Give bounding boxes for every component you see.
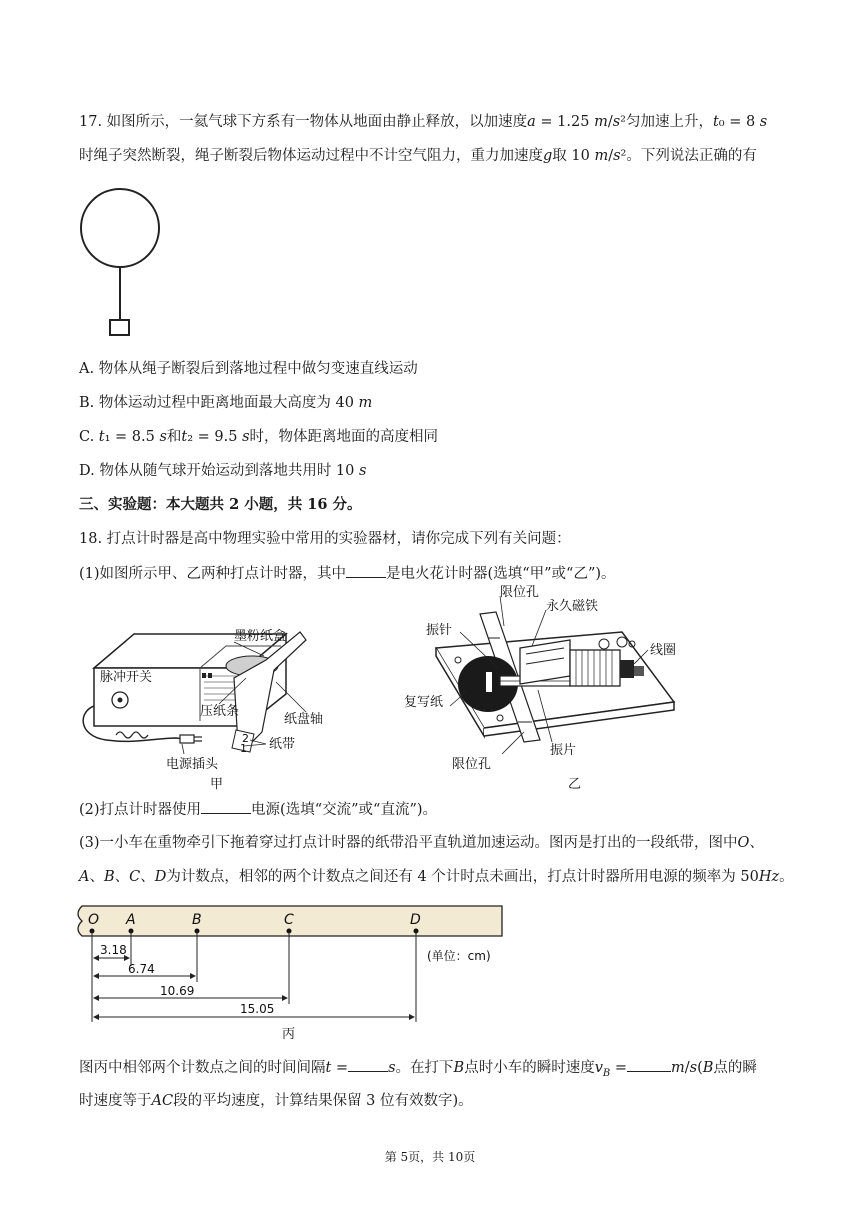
q18-part3-question: 图丙中相邻两个计数点之间的时间间隔𝑡 = 𝑠。在打下𝐵点时小车的瞬时速度𝑣$_𝐵$ = 𝑚/𝑠(𝐵点的瞬 xyxy=(79,1057,757,1084)
q18-part3-line1: (3)一小车在重物牵引下拖着穿过打点计时器的纸带沿平直轨道加速运动。图丙是打出的一段纸带，图中𝑂、 xyxy=(79,835,764,851)
power-plug xyxy=(180,735,194,743)
caption-jia: 甲 xyxy=(210,777,224,792)
q17-option-c: C. 𝑡₁ = 8.5 𝑠和𝑡₂ = 9.5 𝑠时，物体距离地面的高度相同 xyxy=(79,429,439,445)
label-power-plug: 电源插头 xyxy=(166,757,219,772)
strip-number-2: 2 xyxy=(242,732,249,745)
paper-tape-figure xyxy=(72,900,512,1044)
svg-text:A: A xyxy=(126,912,136,928)
label-limit-hole-top: 限位孔 xyxy=(500,585,540,600)
q17-option-d: D. 物体从随气球开始运动到落地共用时 10 𝑠 xyxy=(79,463,367,479)
label-vibrating-plate: 振片 xyxy=(550,743,577,758)
coil xyxy=(570,650,620,686)
label-press-strip: 压纸条 xyxy=(200,704,240,719)
q18-intro: 18. 打点计时器是高中物理实验中常用的实验器材，请你完成下列有关问题： xyxy=(79,531,571,547)
q18-part1: (1)如图所示甲、乙两种打点计时器，其中 是电火花计时器(选填“甲”或“乙”)。 xyxy=(79,563,616,584)
svg-text:C: C xyxy=(284,912,294,928)
label-ink-box: 墨粉纸盒 xyxy=(234,629,287,644)
q18-part2: (2)打点计时器使用 电源(选填“交流”或“直流”)。 xyxy=(79,799,437,820)
distance-od: 15.05 xyxy=(240,1002,275,1016)
caption-bing: 丙 xyxy=(282,1027,296,1042)
page-footer: 第 5页，共 10页 xyxy=(384,1150,476,1164)
label-limit-hole-bottom: 限位孔 xyxy=(452,757,492,772)
label-paper-tape: 纸带 xyxy=(269,737,296,752)
answer-blank-4[interactable] xyxy=(627,1057,671,1072)
q18-part3-note: 时速度等于𝐴𝐶段的平均速度，计算结果保留 3 位有效数字)。 xyxy=(79,1093,473,1109)
label-coil: 线圈 xyxy=(650,643,677,658)
svg-text:D: D xyxy=(410,912,421,928)
label-carbon-paper: 复写纸 xyxy=(404,695,444,710)
distance-oc: 10.69 xyxy=(160,984,195,998)
q17-option-b: B. 物体运动过程中距离地面最大高度为 40 𝑚 xyxy=(79,395,373,411)
balloon-figure xyxy=(78,186,168,338)
strip-number-1: 1 xyxy=(240,742,247,755)
distance-ob: 6.74 xyxy=(128,962,155,976)
q18-part3-line2: 𝐴、𝐵、𝐶、𝐷为计数点，相邻的两个计数点之间还有 4 个计时点未画出，打点计时器所用电源的频率为 50𝐻𝑧。 xyxy=(79,869,794,885)
q17-line1: 17. 如图所示，一氦气球下方系有一物体从地面由静止释放，以加速度𝑎 = 1.25 𝑚/𝑠²匀加速上升，𝑡₀ = 8 𝑠 xyxy=(79,114,768,130)
svg-text:B: B xyxy=(192,912,202,928)
section3-heading: 三、实验题：本大题共 2 小题，共 16 分。 xyxy=(79,496,362,513)
label-permanent-magnet: 永久磁铁 xyxy=(546,599,599,614)
q17-line2: 时绳子突然断裂，绳子断裂后物体运动过程中不计空气阻力，重力加速度𝑔取 10 𝑚/𝑠²。下列说法正确的有 xyxy=(79,148,757,164)
label-reel-shaft: 纸盘轴 xyxy=(284,712,324,727)
distance-oa: 3.18 xyxy=(100,943,127,957)
hanging-block xyxy=(110,320,129,335)
balloon-circle xyxy=(81,189,159,267)
answer-blank-1[interactable] xyxy=(346,563,386,578)
svg-text:O: O xyxy=(88,912,100,928)
answer-blank-2[interactable] xyxy=(201,799,251,814)
label-pulse-switch: 脉冲开关 xyxy=(100,670,153,685)
timer-figure-jia xyxy=(76,616,376,794)
answer-blank-3[interactable] xyxy=(348,1057,388,1072)
unit-label: (单位：cm) xyxy=(427,949,491,963)
caption-yi: 乙 xyxy=(568,777,582,792)
timer-figure-yi xyxy=(400,584,700,796)
label-vibrating-needle: 振针 xyxy=(426,623,453,638)
q17-option-a: A. 物体从绳子断裂后到落地过程中做匀变速直线运动 xyxy=(79,361,418,377)
